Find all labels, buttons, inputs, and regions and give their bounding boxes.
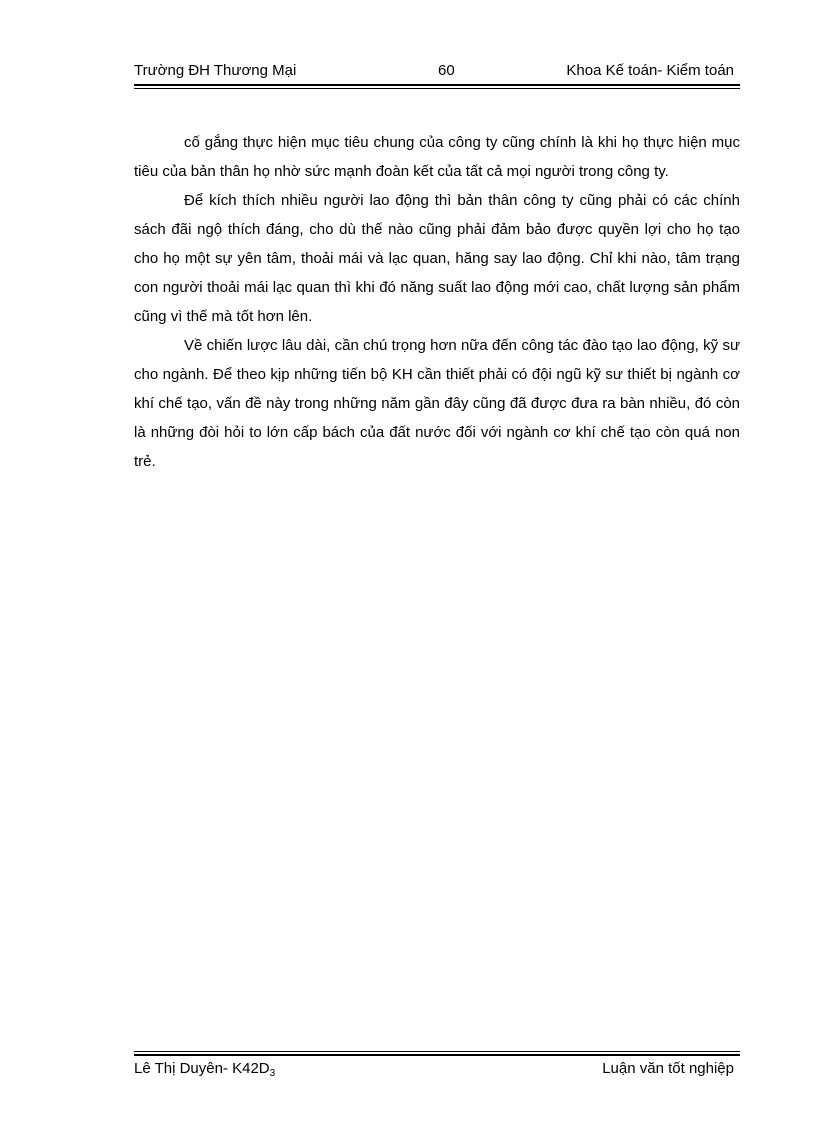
header-rule-thick xyxy=(134,84,740,86)
footer-author-subscript: 3 xyxy=(269,1068,276,1079)
footer-rule-thin xyxy=(134,1051,740,1052)
footer-author: Lê Thị Duyên- $K42D_3$ xyxy=(134,1060,276,1079)
body-text xyxy=(134,128,740,476)
paragraph-3: Về chiến lược lâu dài, cần chú trọng hơn nữa đến công tác đào tạo lao động, kỹ sư cho ngành. Để theo kịp những tiến bộ KH cần thiết phải có đội ngũ kỹ sư thiết bị ngành cơ khí chế tạo, vấn đề này trong những năm gần đây cũng đã được đưa ra bàn nhiều, đó còn là những đòi hỏi to lớn cấp bách của đất nước đối với ngành cơ khí chế tạo còn quá non trẻ. xyxy=(134,337,740,470)
footer-document-type: Luận văn tốt nghiệp xyxy=(602,1060,734,1077)
paragraph-2: Để kích thích nhiều người lao động thì bản thân công ty cũng phải có các chính sách đãi ngộ thích đáng, cho dù thế nào cũng phải đảm bảo được quyền lợi cho họ tạo cho họ một sự yên tâm, thoải mái và lạc quan, hăng say lao động. Chỉ khi nào, tâm trạng con người thoải mái lạc quan thì khi đó năng suất lao động mới cao, chất lượng sản phẩm cũng vì thế mà tốt hơn lên. xyxy=(134,192,740,325)
page-number: 60 xyxy=(438,62,455,79)
header-school: Trường ĐH Thương Mại xyxy=(134,62,297,79)
paragraph-1: cố gắng thực hiện mục tiêu chung của công ty cũng chính là khi họ thực hiện mục tiêu của bản thân họ nhờ sức mạnh đoàn kết của tất cả mọi người trong công ty. xyxy=(134,134,740,180)
page-footer xyxy=(134,1058,740,1080)
header-rule-thin xyxy=(134,88,740,89)
page-header xyxy=(134,60,740,82)
footer-rule-thick xyxy=(134,1054,740,1056)
header-faculty: Khoa Kế toán- Kiểm toán xyxy=(566,62,734,79)
